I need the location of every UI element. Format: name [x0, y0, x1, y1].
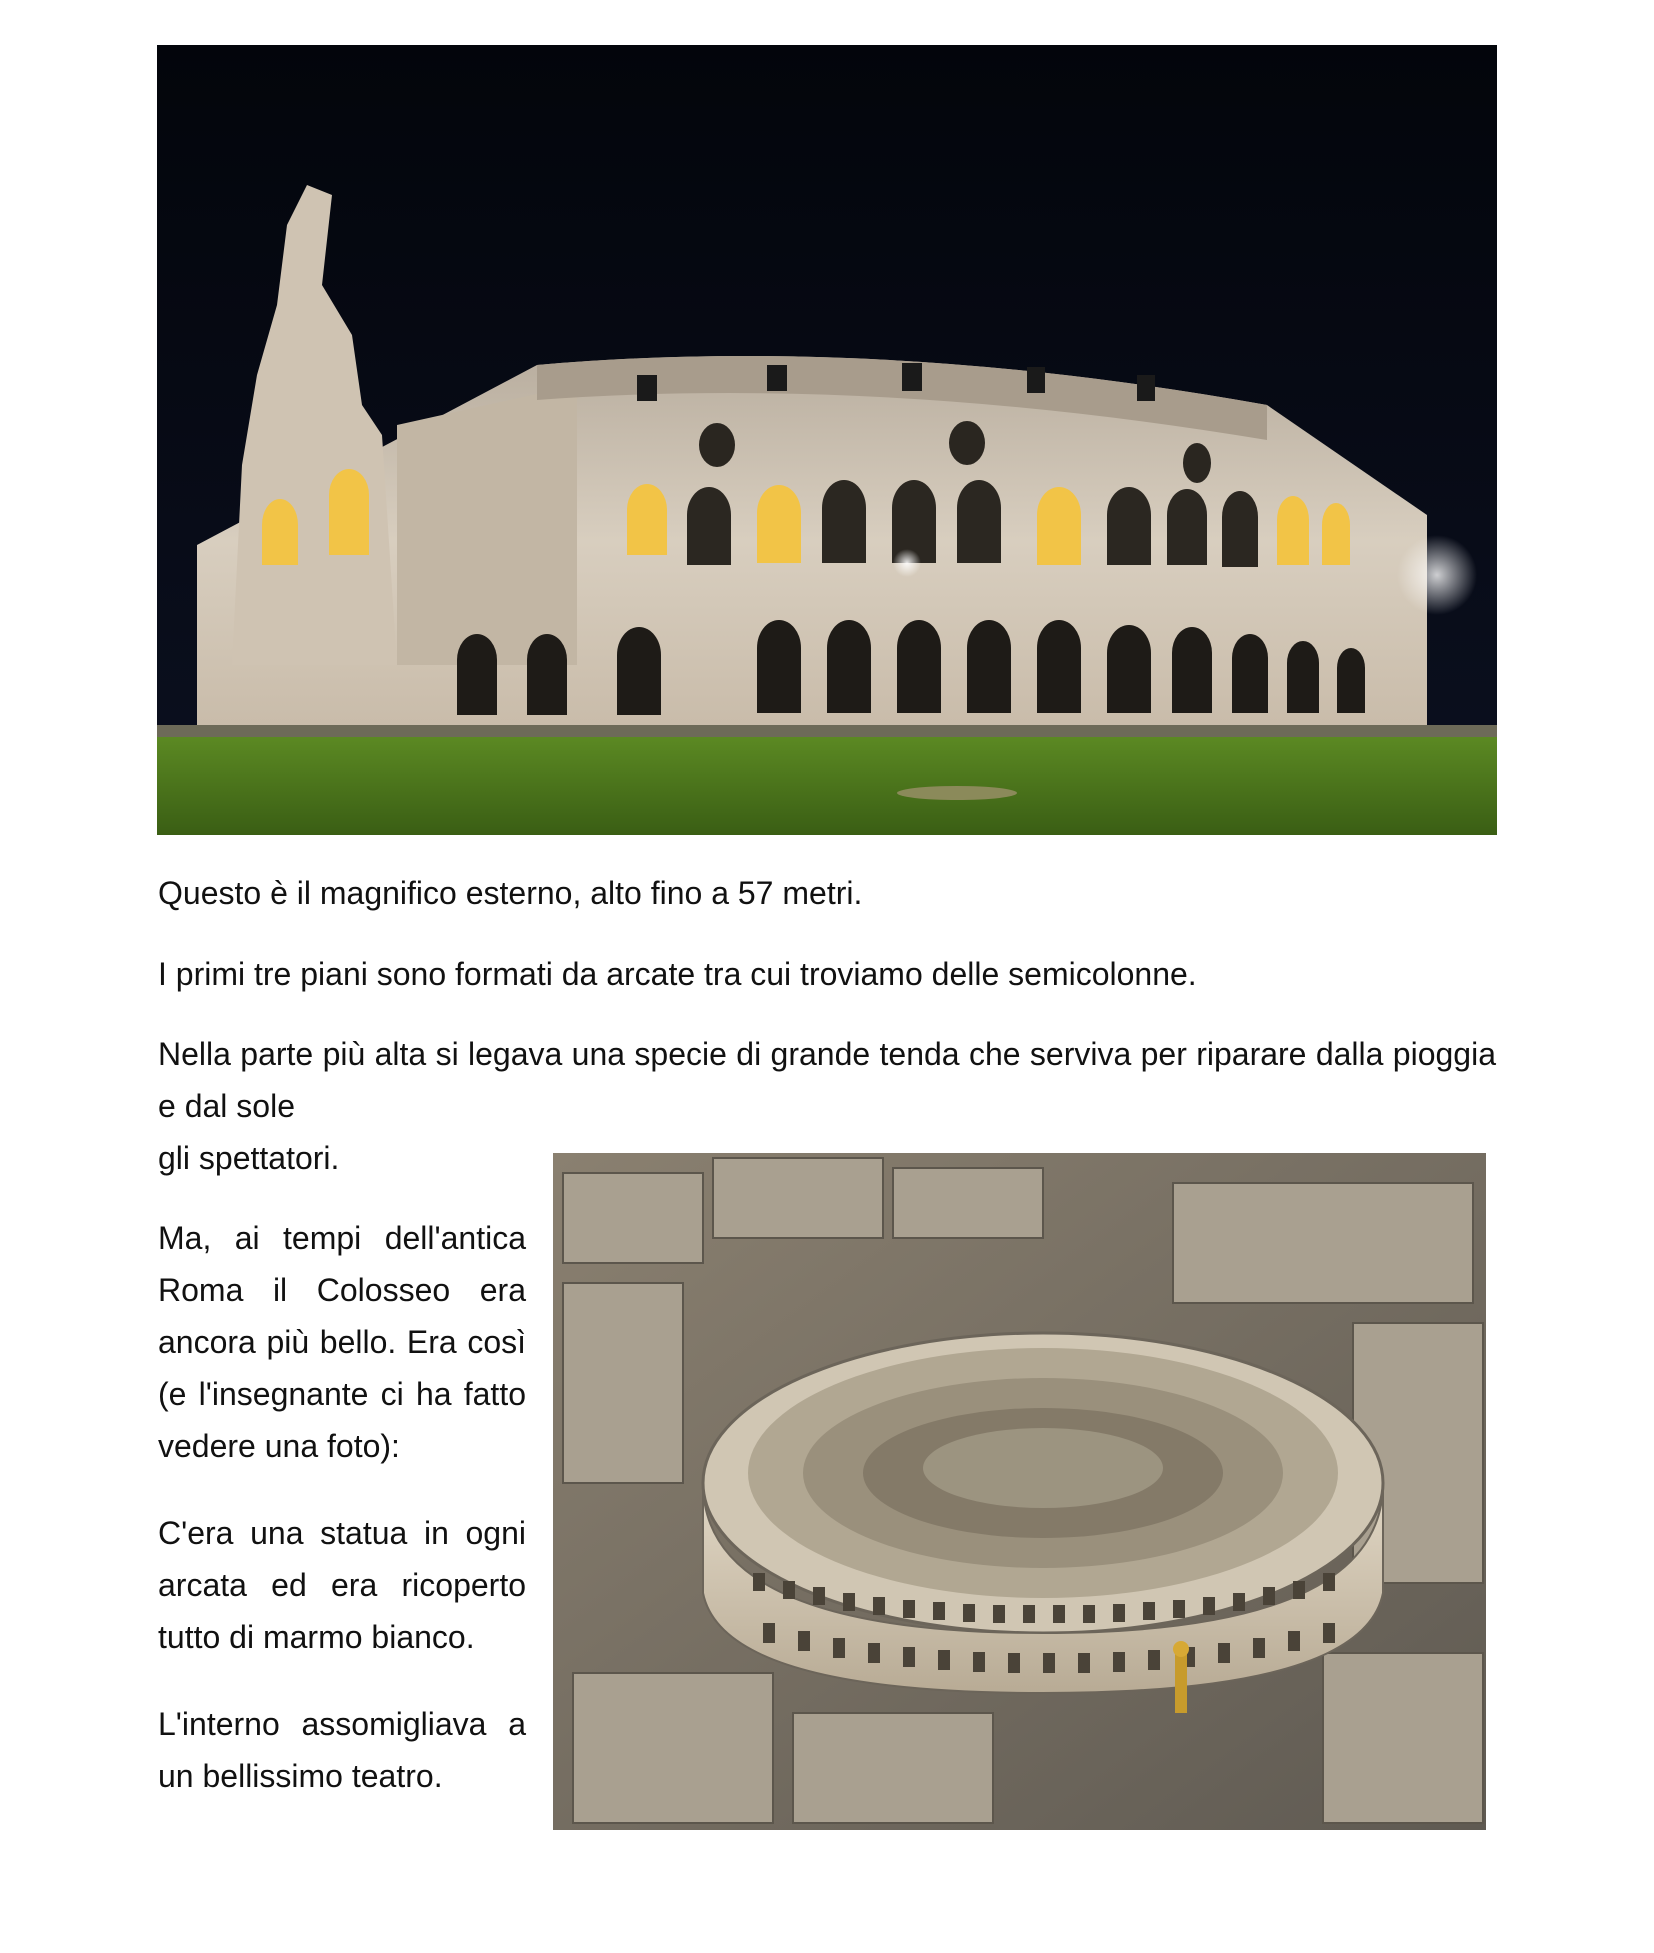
side-text-column: [158, 1212, 526, 1837]
colosseum-night-photo: [157, 45, 1497, 835]
paragraph-ancient-rome: Ma, ai tempi dell'antica Roma il Colosseo era ancora più bello. Era così (e l'insegnante ci ha fatto vedere una foto):: [158, 1220, 526, 1464]
paragraph-statues-marble: C'era una statua in ogni arcata ed era ricoperto tutto di marmo bianco.: [158, 1515, 526, 1655]
colosseum-model-illustration: [553, 1153, 1486, 1830]
colosseum-model-photo: [553, 1153, 1486, 1830]
paragraph-exterior-height: Questo è il magnifico esterno, alto fino a 57 metri.: [158, 875, 863, 911]
paragraph-interior-theatre: L'interno assomigliava a un bellissimo teatro.: [158, 1706, 526, 1794]
paragraph-awning-line1: Nella parte più alta si legava una specie di grande tenda che serviva per riparare dalla pioggia e dal sole: [158, 1036, 1496, 1124]
colosseum-night-illustration: [157, 45, 1497, 835]
paragraph-arcades: I primi tre piani sono formati da arcate tra cui troviamo delle semicolonne.: [158, 956, 1197, 992]
paragraph-awning-line2: gli spettatori.: [158, 1140, 340, 1176]
